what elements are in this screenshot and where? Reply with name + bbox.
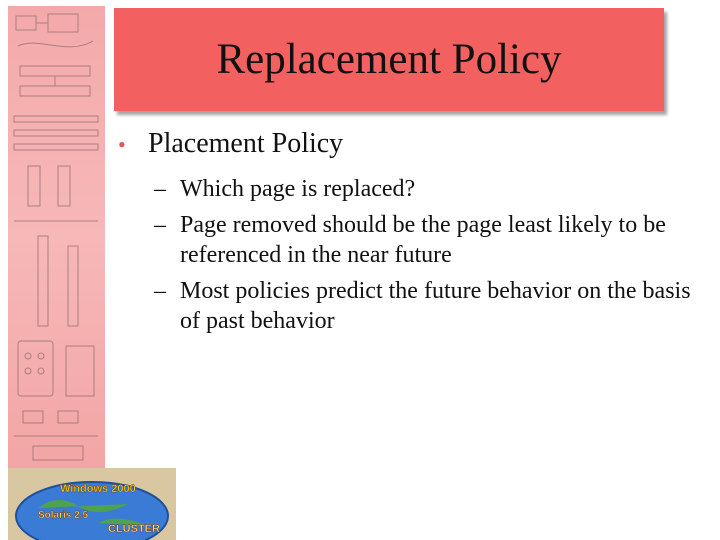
slide-body <box>118 128 708 342</box>
cluster-os-logo <box>8 468 176 540</box>
sub-bullet <box>154 276 708 336</box>
dash-marker: – <box>154 278 166 304</box>
logo-text-top: Windows 2000 <box>60 483 136 495</box>
logo-text-left: Solaris 2.5 <box>38 510 89 521</box>
main-bullet-text: Placement Policy <box>148 128 344 159</box>
decorative-diagram-strip <box>8 6 105 468</box>
main-bullet <box>118 128 708 160</box>
sub-bullet-list <box>118 174 708 336</box>
sub-bullet-text: Page removed should be the page least likely to be referenced in the near future <box>180 212 666 268</box>
dash-marker: – <box>154 212 166 238</box>
logo-text-right: CLUSTER <box>108 523 160 535</box>
dash-marker: – <box>154 176 166 202</box>
title-banner <box>114 8 664 111</box>
sub-bullet <box>154 174 708 204</box>
sub-bullet-text: Most policies predict the future behavior on the basis of past behavior <box>180 278 691 334</box>
diagram-illustration <box>8 6 105 468</box>
bullet-marker: • <box>118 132 126 157</box>
sub-bullet-text: Which page is replaced? <box>180 176 416 202</box>
sub-bullet <box>154 210 708 270</box>
slide-title: Replacement Policy <box>216 36 562 83</box>
